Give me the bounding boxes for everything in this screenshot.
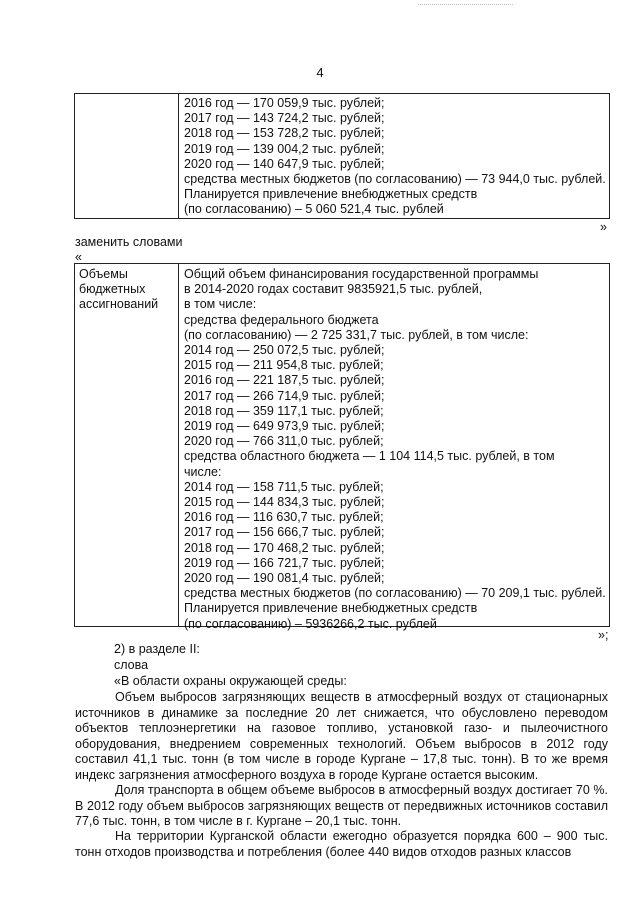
paragraph-transport: Доля транспорта в общем объеме выбросов в атмосферный воздух достигает 70 %. В 2012 году объем выбросов загрязняющих веществ от передвижных источников составил 77,6 тыс. тонн, в том числе в г. Кургане – 20,1 тыс. тонн.	[75, 783, 608, 828]
funding-table-new	[74, 263, 610, 631]
page-number: 4	[316, 65, 324, 80]
table-line: 2015 год — 144 834,3 тыс. рублей;	[184, 495, 385, 510]
table-line: (по согласованию) – 5936266,2 тыс. рублей	[184, 616, 437, 631]
funding-table-old	[74, 93, 610, 219]
table-right-cell	[184, 267, 604, 632]
table-line: средства местных бюджетов (по согласованию) — 70 209,1 тыс. рублей.	[184, 586, 606, 601]
row-label: Объемы	[79, 267, 128, 281]
table-divider	[178, 94, 179, 218]
row-label: ассигнований	[79, 297, 159, 312]
section-heading: 2) в разделе II:	[114, 642, 200, 656]
table-line: 2020 год — 140 647,9 тыс. рублей;	[184, 156, 385, 171]
table-line: 2016 год — 116 630,7 тыс. рублей;	[184, 510, 384, 525]
table-line: (по согласованию) — 2 725 331,7 тыс. рублей, в том числе:	[184, 327, 529, 342]
table-line: средства местных бюджетов (по согласованию) — 73 944,0 тыс. рублей.	[184, 172, 606, 187]
table-line: 2017 год — 266 714,9 тыс. рублей;	[184, 388, 385, 403]
row-label: бюджетных	[79, 282, 146, 297]
table-line: в 2014-2020 годах составит 9835921,5 тыс. рублей,	[184, 282, 483, 297]
table-right-cell	[184, 96, 604, 218]
table-line: 2017 год — 143 724,2 тыс. рублей;	[184, 111, 385, 126]
table-line: 2014 год — 250 072,5 тыс. рублей;	[184, 343, 385, 358]
table-line: 2020 год — 766 311,0 тыс. рублей;	[184, 434, 384, 449]
table-line: 2020 год — 190 081,4 тыс. рублей;	[184, 571, 385, 586]
table-line: числе:	[184, 464, 222, 479]
table-line: 2019 год — 166 721,7 тыс. рублей;	[184, 555, 385, 570]
table-line: 2014 год — 158 711,5 тыс. рублей;	[184, 479, 384, 494]
table-line: средства федерального бюджета	[184, 312, 379, 327]
table-line: в том числе:	[184, 297, 257, 312]
closing-quote: »;	[598, 628, 609, 642]
replace-instruction: заменить словами	[75, 235, 183, 249]
table-line: Планируется привлечение внебюджетных средств	[184, 187, 478, 202]
table-line: 2018 год — 170 468,2 тыс. рублей;	[184, 540, 385, 555]
paragraph-emissions: Объем выбросов загрязняющих веществ в атмосферный воздух от стационарных источников в динамике за последние 20 лет снижается, что обусловлено переводом объектов теплоэнергетики на газовое топливо, установкой газо- и пылеочистного оборудования, внедрением современных технологий. Объем выбросов в 2012 году составил 41,1 тыс. тонн (в том числе в городе Кургане – 17,8 тыс. тонн). В то же время индекс загрязнения атмосферного воздуха в городе Кургане остается высоким.	[75, 690, 608, 782]
table-line: средства областного бюджета — 1 104 114,5 тыс. рублей, в том	[184, 449, 555, 464]
scan-artifact	[418, 4, 513, 6]
paragraph-waste: На территории Курганской области ежегодно образуется порядка 600 – 900 тыс. тонн отходов производства и потребления (более 440 видов отходов разных классов	[75, 829, 608, 859]
table-line: 2016 год — 170 059,9 тыс. рублей;	[184, 96, 385, 110]
table-line: 2019 год — 139 004,2 тыс. рублей;	[184, 141, 385, 156]
table-divider	[178, 264, 179, 626]
table-line: 2018 год — 359 117,1 тыс. рублей;	[184, 403, 384, 418]
table-line: Общий объем финансирования государственной программы	[184, 267, 539, 281]
table-line: 2017 год — 156 666,7 тыс. рублей;	[184, 525, 385, 540]
table-line: 2018 год — 153 728,2 тыс. рублей;	[184, 126, 385, 141]
table-line: 2015 год — 211 954,8 тыс. рублей;	[184, 358, 384, 373]
words-label: слова	[114, 658, 149, 672]
opening-quote: «	[75, 250, 82, 264]
quoted-heading: «В области охраны окружающей среды:	[114, 674, 347, 688]
table-line: 2016 год — 221 187,5 тыс. рублей;	[184, 373, 385, 388]
table-line: (по согласованию) – 5 060 521,4 тыс. рублей	[184, 202, 444, 217]
table-left-cell	[79, 267, 175, 313]
table-line: 2019 год — 649 973,9 тыс. рублей;	[184, 419, 385, 434]
table-line: Планируется привлечение внебюджетных средств	[184, 601, 478, 616]
closing-quote: »	[600, 220, 607, 234]
